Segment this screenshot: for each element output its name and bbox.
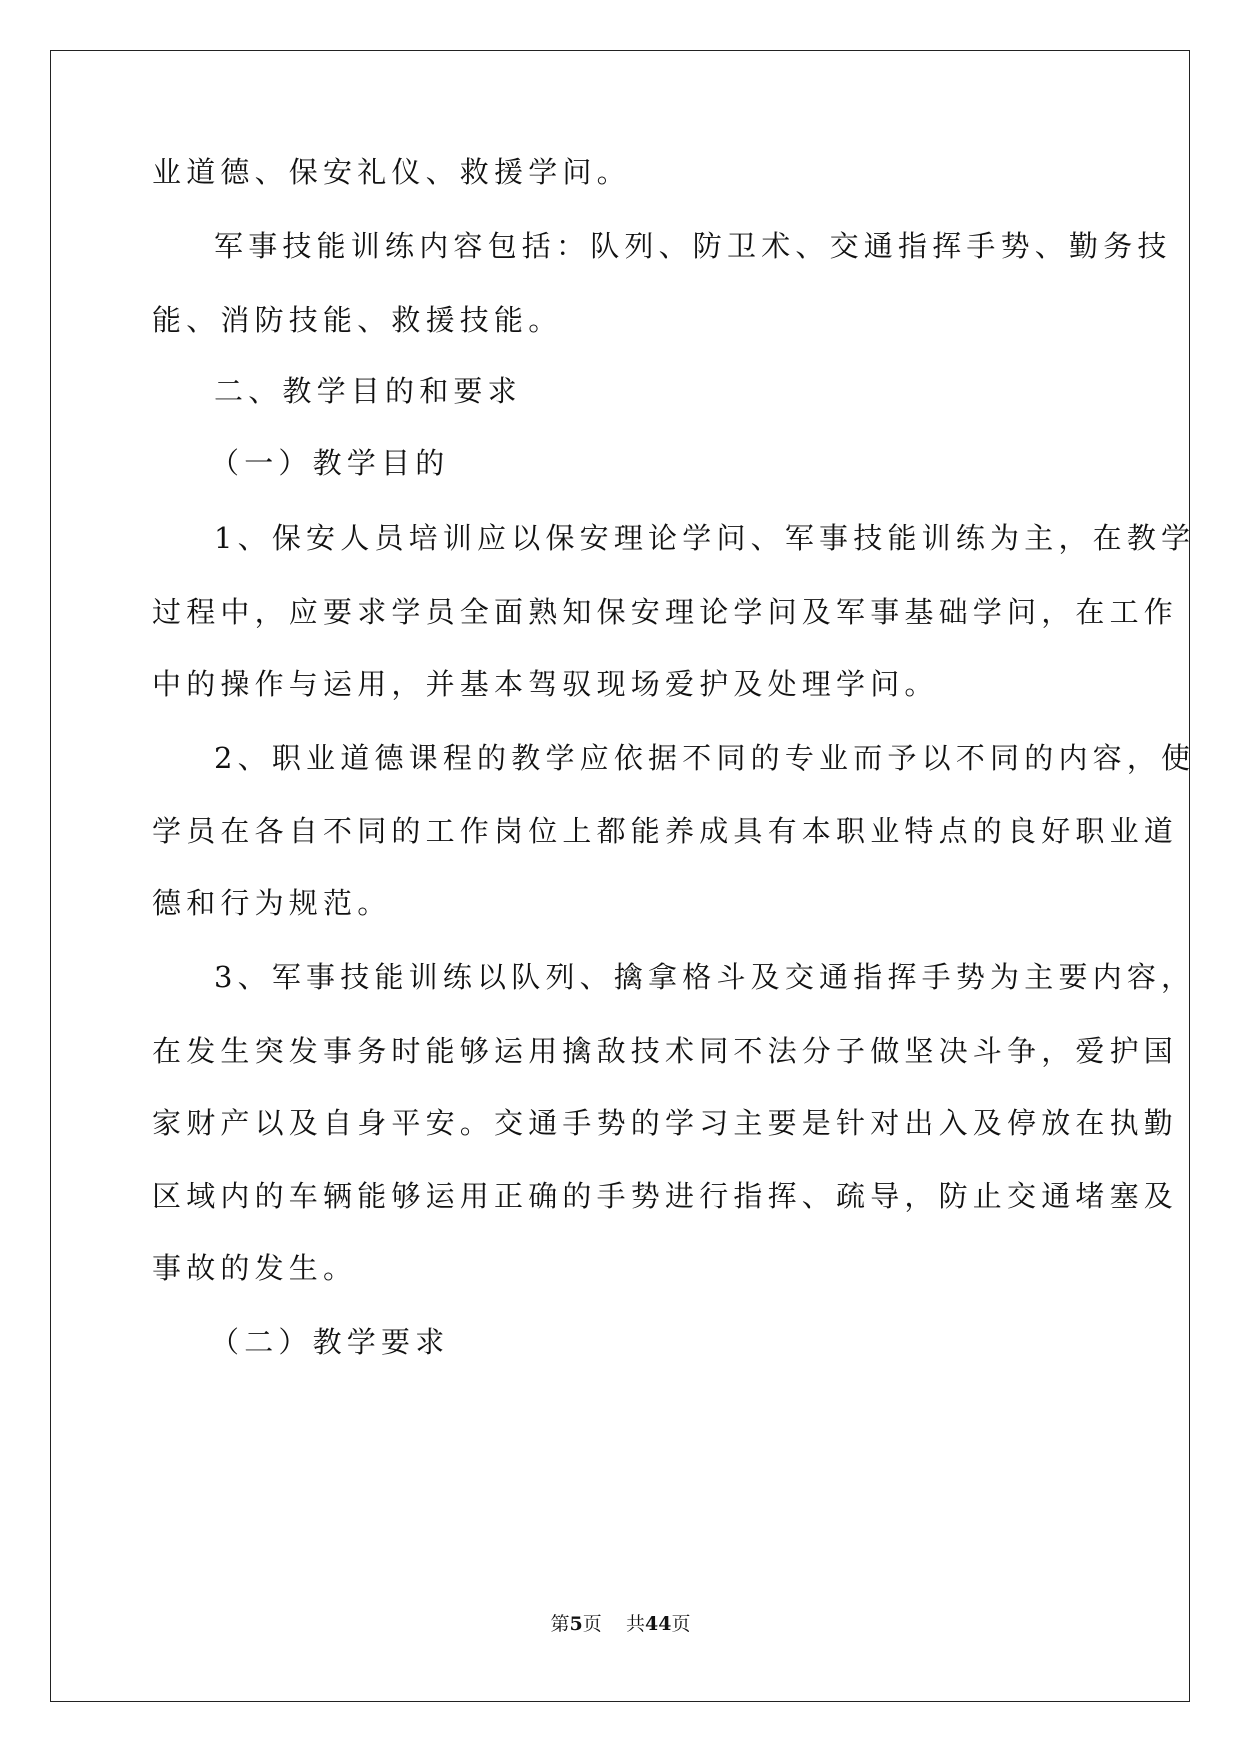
paragraph-line: 中的操作与运用，并基本驾驭现场爱护及处理学问。	[152, 667, 939, 701]
total-suffix: 页	[671, 1613, 691, 1635]
paragraph-line: 德和行为规范。	[152, 886, 392, 920]
paragraph-line: 家财产以及自身平安。交通手势的学习主要是针对出入及停放在执勤	[152, 1106, 1179, 1140]
paragraph-line: 军事技能训练内容包括：队列、防卫术、交通指挥手势、勤务技	[214, 229, 1172, 263]
paragraph-line: 区域内的车辆能够运用正确的手势进行指挥、疏导，防止交通堵塞及	[152, 1179, 1179, 1213]
paragraph-line: 学员在各自不同的工作岗位上都能养成具有本职业特点的良好职业道	[152, 814, 1179, 848]
paragraph-line: 过程中，应要求学员全面熟知保安理论学问及军事基础学问，在工作	[152, 595, 1179, 629]
paragraph-line: 3、军事技能训练以队列、擒拿格斗及交通指挥手势为主要内容，	[214, 960, 1196, 994]
subsection-heading: （一）教学目的	[210, 446, 450, 480]
paragraph-line: 在发生突发事务时能够运用擒敌技术同不法分子做坚决斗争，爱护国	[152, 1034, 1179, 1068]
paragraph-line: 事故的发生。	[152, 1251, 358, 1285]
page-border	[50, 50, 1190, 1702]
subsection-heading: （二）教学要求	[210, 1325, 450, 1359]
page-footer	[0, 1612, 1241, 1636]
section-heading: 二、教学目的和要求	[214, 374, 522, 408]
total-pages: 44	[644, 1613, 672, 1635]
page-number: 5	[569, 1613, 583, 1635]
total-prefix: 共	[625, 1613, 645, 1635]
page-prefix: 第	[550, 1613, 570, 1635]
paragraph-line: 业道德、保安礼仪、救援学问。	[152, 155, 631, 189]
paragraph-line: 2、职业道德课程的教学应依据不同的专业而予以不同的内容，使	[214, 741, 1196, 775]
page-suffix: 页	[582, 1613, 602, 1635]
paragraph-line: 1、保安人员培训应以保安理论学问、军事技能训练为主，在教学	[214, 521, 1196, 555]
paragraph-line: 能、消防技能、救援技能。	[152, 303, 563, 337]
